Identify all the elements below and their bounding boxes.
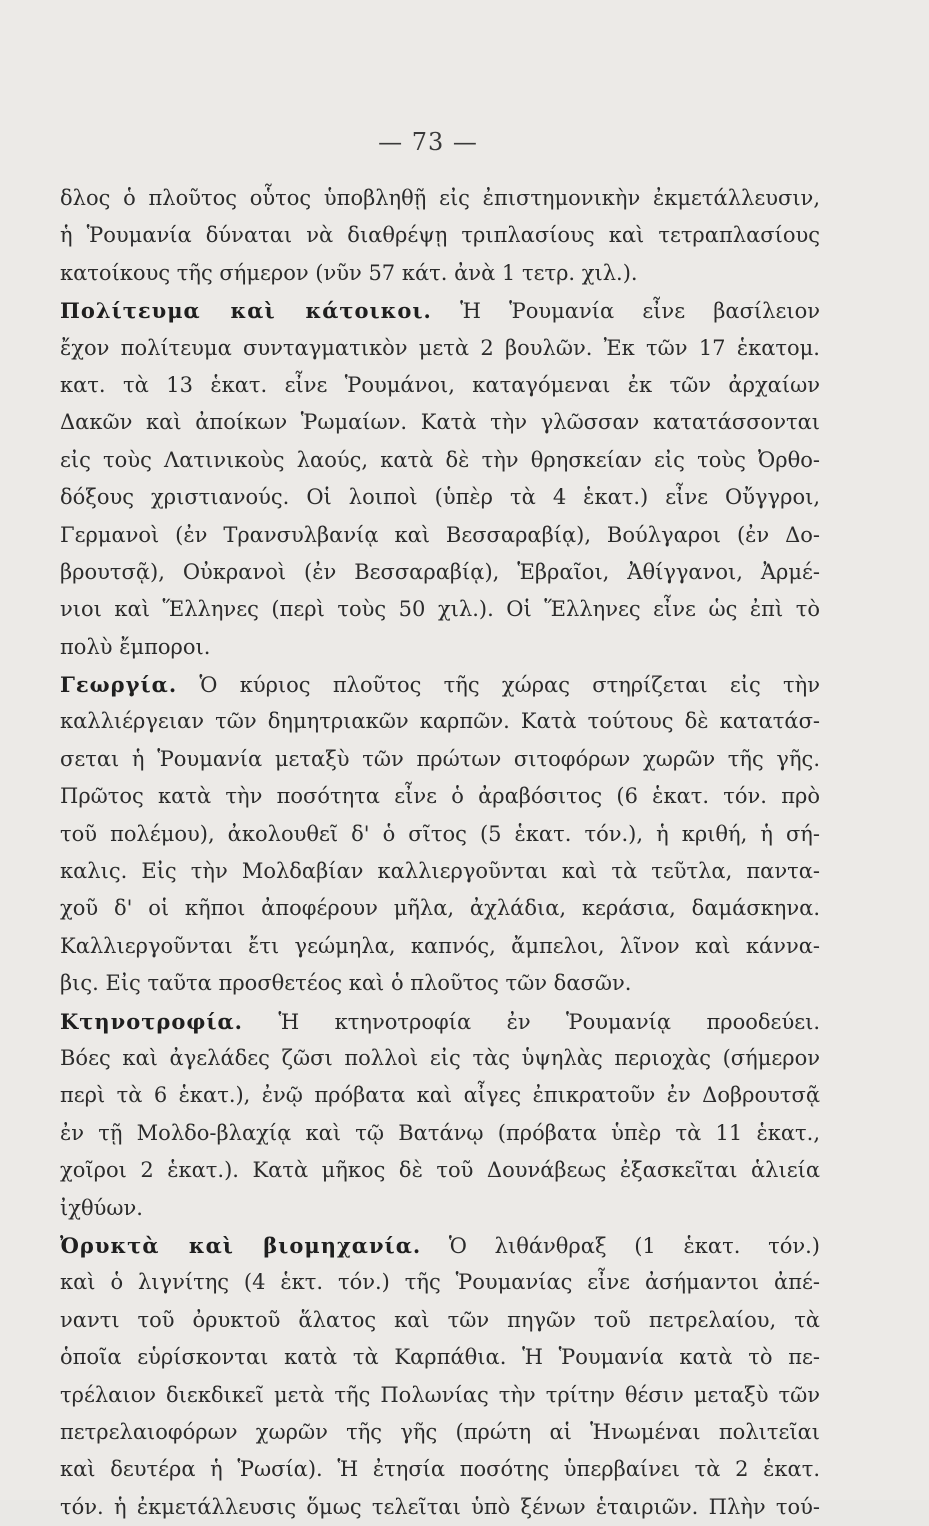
text-line [60, 1339, 820, 1376]
text-line [60, 1077, 820, 1114]
line-text: ὁποῖα εὑρίσκονται κατὰ τὰ Καρπάθια. Ἡ Ῥουμανία κατὰ τὸ πε- [60, 1345, 820, 1370]
text-line [60, 330, 820, 367]
text-line [60, 1264, 820, 1301]
line-text: καὶ δευτέρα ἡ Ῥωσία). Ἡ ἐτησία ποσότης ὑπερβαίνει τὰ 2 ἑκατ. [60, 1457, 820, 1482]
line-text: κατοίκους τῆς σήμερον (νῦν 57 κάτ. ἀνὰ 1 τετρ. χιλ.). [60, 260, 638, 285]
line-text: βρουτσᾷ), Οὐκρανοὶ (ἐν Βεσσαραβίᾳ), Ἑβραῖοι, Ἀθίγγανοι, Ἀρμέ- [60, 559, 820, 584]
text-line [60, 1377, 820, 1414]
line-text: Γερμανοὶ (ἐν Τρανσυλβανίᾳ καὶ Βεσσαραβίᾳ), Βούλγαροι (ἐν Δο- [60, 522, 820, 547]
line-text: καλλιέργειαν τῶν δημητριακῶν καρπῶν. Κατὰ τούτους δὲ κατατάσ- [60, 709, 820, 734]
text-line [60, 1190, 820, 1227]
text-line [60, 1115, 820, 1152]
line-text: Καλλιεργοῦνται ἔτι γεώμηλα, καπνός, ἄμπελοι, λῖνον καὶ κάννα- [60, 933, 820, 958]
section-heading-line [60, 1003, 820, 1040]
line-text: περὶ τὰ 6 ἑκατ.), ἐνῷ πρόβατα καὶ αἶγες ἐπικρατοῦν ἐν Δοβρουτσᾷ [60, 1083, 820, 1108]
text-line [60, 404, 820, 441]
line-text: τόν. ἡ ἐκμετάλλευσις ὅμως τελεῖται ὑπὸ ξένων ἑταιριῶν. Πλὴν τού- [60, 1494, 820, 1519]
line-text: Ἡ Ῥουμανία εἶνε βασίλειον [431, 299, 820, 324]
line-text: δλος ὁ πλοῦτος οὗτος ὑποβληθῇ εἰς ἐπιστημονικὴν ἐκμετάλλευσιν, [60, 186, 820, 210]
text-line [60, 1451, 820, 1488]
line-text: δόξους χριστιανούς. Οἱ λοιποὶ (ὑπὲρ τὰ 4 ἑκατ.) εἶνε Οὔγγροι, [60, 485, 820, 510]
line-text: βις. Εἰς ταῦτα προσθετέος καὶ ὁ πλοῦτος τῶν δασῶν. [60, 971, 632, 996]
text-line [60, 816, 820, 853]
line-text: ἔχον πολίτευμα συνταγματικὸν μετὰ 2 βουλῶν. Ἐκ τῶν 17 ἑκατομ. [60, 335, 820, 360]
text-line [60, 1414, 820, 1451]
text-line [60, 853, 820, 890]
section-heading: Γεωργία. [60, 672, 178, 698]
text-line [60, 517, 820, 554]
line-text: τοῦ πολέμου), ἀκολουθεῖ δ' ὁ σῖτος (5 ἑκατ. τόν.), ἡ κριθή, ἡ σή- [60, 821, 820, 846]
line-text: καὶ ὁ λιγνίτης (4 ἑκτ. τόν.) τῆς Ῥουμανίας εἶνε ἀσήμαντοι ἀπέ- [60, 1270, 820, 1295]
text-line [60, 703, 820, 740]
text-line [60, 965, 820, 1002]
line-text: χοῖροι 2 ἑκατ.). Κατὰ μῆκος δὲ τοῦ Δουνάβεως ἐξασκεῖται ἁλιεία [60, 1158, 820, 1183]
line-text: πετρελαιοφόρων χωρῶν τῆς γῆς (πρώτη αἱ Ἡνωμέναι πολιτεῖαι [60, 1419, 820, 1444]
page-number: — 73 — [378, 128, 478, 156]
section-heading-line [60, 1227, 820, 1264]
line-text: ἰχθύων. [60, 1195, 143, 1220]
line-text: Δακῶν καὶ ἀποίκων Ῥωμαίων. Κατὰ τὴν γλῶσσαν κατατάσσονται [60, 410, 820, 435]
text-line [60, 629, 820, 666]
line-text: Ὁ λιθάνθραξ (1 ἑκατ. τόν.) [421, 1233, 820, 1258]
text-line [60, 554, 820, 591]
line-text: καλις. Εἰς τὴν Μολδαβίαν καλλιεργοῦνται καὶ τὰ τεῦτλα, παντα- [60, 859, 820, 884]
text-line [60, 1489, 820, 1526]
text-line [60, 442, 820, 479]
section-heading-line [60, 666, 820, 703]
text-line [60, 741, 820, 778]
line-text: τρέλαιον διεκδικεῖ μετὰ τῆς Πολωνίας τὴν τρίτην θέσιν μεταξὺ τῶν [60, 1382, 820, 1407]
text-line [60, 367, 820, 404]
line-text: πολὺ ἔμποροι. [60, 634, 211, 659]
section-heading: Πολίτευμα καὶ κάτοικοι. [60, 298, 432, 324]
line-text: χοῦ δ' οἱ κῆποι ἀποφέρουν μῆλα, ἀχλάδια, κεράσια, δαμάσκηνα. [60, 896, 820, 921]
line-text: κατ. τὰ 13 ἑκατ. εἶνε Ῥουμάνοι, καταγόμεναι ἐκ τῶν ἀρχαίων [60, 372, 820, 397]
line-text: Βόες καὶ ἀγελάδες ζῶσι πολλοὶ εἰς τὰς ὑψηλὰς περιοχὰς (σήμερον [60, 1045, 820, 1070]
text-line [60, 1302, 820, 1339]
line-text: νιοι καὶ Ἕλληνες (περὶ τοὺς 50 χιλ.). Οἱ Ἕλληνες εἶνε ὡς ἐπὶ τὸ [60, 597, 820, 622]
text-line [60, 479, 820, 516]
section-heading: Κτηνοτροφία. [60, 1008, 243, 1034]
line-text: ναντι τοῦ ὀρυκτοῦ ἅλατος καὶ τῶν πηγῶν τοῦ πετρελαίου, τὰ [60, 1307, 820, 1332]
line-text: εἰς τοὺς Λατινικοὺς λαούς, κατὰ δὲ τὴν θρησκείαν εἰς τοὺς Ὀρθο- [60, 447, 820, 472]
line-text: Ὁ κύριος πλοῦτος τῆς χώρας στηρίζεται εἰς τὴν [177, 673, 820, 698]
line-text: ἐν τῇ Μολδο-βλαχίᾳ καὶ τῷ Βατάνῳ (πρόβατα ὑπὲρ τὰ 11 ἑκατ., [60, 1120, 820, 1145]
body-text [60, 180, 820, 1526]
text-line [60, 255, 820, 292]
text-line [60, 1152, 820, 1189]
section-heading: Ὀρυκτὰ καὶ βιομηχανία. [60, 1232, 422, 1258]
text-line [60, 180, 820, 217]
text-line [60, 928, 820, 965]
line-text: ἡ Ῥουμανία δύναται νὰ διαθρέψῃ τριπλασίους καὶ τετραπλασίους [60, 223, 820, 248]
line-text: Πρῶτος κατὰ τὴν ποσότητα εἶνε ὁ ἀραβόσιτος (6 ἑκατ. τόν. πρὸ [60, 784, 820, 809]
text-line [60, 1040, 820, 1077]
text-line [60, 778, 820, 815]
line-text: σεται ἡ Ῥουμανία μεταξὺ τῶν πρώτων σιτοφόρων χωρῶν τῆς γῆς. [60, 746, 820, 771]
line-text: Ἡ κτηνοτροφία ἐν Ῥουμανίᾳ προοδεύει. [242, 1009, 820, 1034]
text-line [60, 890, 820, 927]
text-line [60, 217, 820, 254]
section-heading-line [60, 292, 820, 329]
text-line [60, 591, 820, 628]
